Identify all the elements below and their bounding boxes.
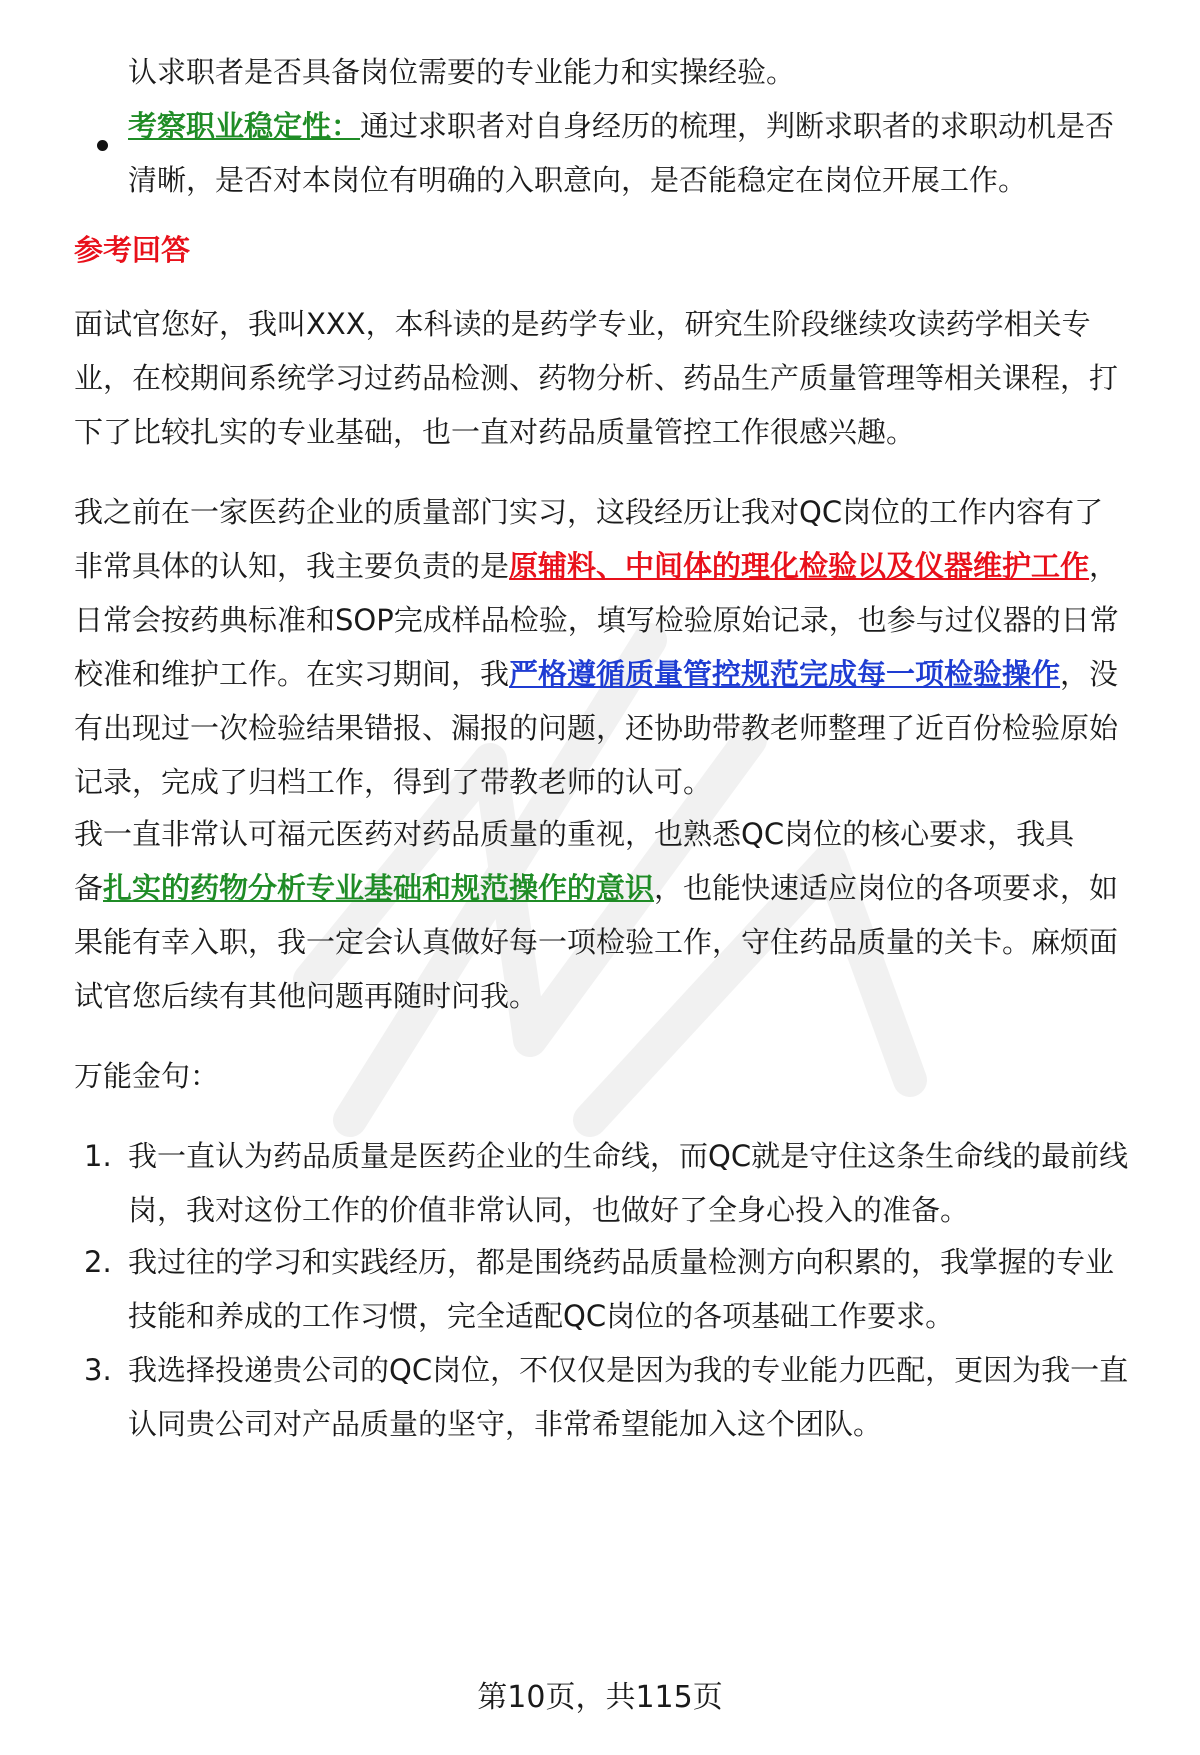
para2-line: 日常会按药典标准和SOP完成样品检验，填写检验原始记录，也参与过仪器的日常 [74,603,1119,637]
list-number: 1. [84,1139,112,1173]
list-item: 我选择投递贵公司的QC岗位，不仅仅是因为我的专业能力匹配，更因为我一直 [128,1353,1129,1387]
para1-line: 面试官您好，我叫XXX，本科读的是药学专业，研究生阶段继续攻读药学相关专 [74,307,1091,341]
para2-text: 非常具体的认知，我主要负责的是 [74,549,510,583]
list-item: 我过往的学习和实践经历，都是围绕药品质量检测方向积累的，我掌握的专业 [128,1245,1115,1279]
para3-line: 我一直非常认可福元医药对药品质量的重视，也熟悉QC岗位的核心要求，我具 [74,817,1075,851]
para3-text: ，也能快速适应岗位的各项要求，如 [654,871,1119,905]
para1-line: 下了比较扎实的专业基础，也一直对药品质量管控工作很感兴趣。 [74,415,916,449]
section-heading: 参考回答 [74,233,191,267]
para2-text: ， [1089,549,1119,583]
page-footer: 第10页，共115页 [477,1680,723,1715]
para2-line [74,657,1118,692]
list-item: 我一直认为药品质量是医药企业的生命线，而QC就是守住这条生命线的最前线 [128,1139,1129,1173]
bullet-item-stability [128,109,1114,144]
bullet-text-cont: 清晰，是否对本岗位有明确的入职意向，是否能稳定在岗位开展工作。 [128,163,1028,197]
highlight-compliance: 严格遵循质量管控规范完成每一项检验操作 [509,657,1061,691]
golden-title: 万能金句： [74,1059,220,1093]
para2-text: 校准和维护工作。在实习期间，我 [74,657,510,691]
para2-line: 有出现过一次检验结果错报、漏报的问题，还协助带教老师整理了近百份检验原始 [74,711,1119,745]
bullet-dot [97,140,108,151]
para3-text: 备 [74,871,104,905]
list-item-cont: 岗，我对这份工作的价值非常认同，也做好了全身心投入的准备。 [128,1193,970,1227]
para2-line: 记录，完成了归档工作，得到了带教老师的认可。 [74,765,713,799]
list-item-cont: 技能和养成的工作习惯，完全适配QC岗位的各项基础工作要求。 [128,1299,955,1333]
para3-line [74,871,1118,906]
highlight-duties: 原辅料、中间体的理化检验以及仪器维护工作 [509,549,1090,583]
para2-line [74,549,1118,584]
intro-line: 认求职者是否具备岗位需要的专业能力和实操经验。 [128,55,796,89]
bullet-text: 通过求职者对自身经历的梳理，判断求职者的求职动机是否 [360,109,1115,143]
bullet-label: 考察职业稳定性： [128,109,361,143]
para3-line: 果能有幸入职，我一定会认真做好每一项检验工作，守住药品质量的关卡。麻烦面 [74,925,1119,959]
para1-line: 业，在校期间系统学习过药品检测、药物分析、药品生产质量管理等相关课程，打 [74,361,1119,395]
para2-text: ，没 [1060,657,1119,691]
list-number: 3. [84,1353,112,1387]
highlight-foundation: 扎实的药物分析专业基础和规范操作的意识 [103,871,655,905]
list-item-cont: 认同贵公司对产品质量的坚守，非常希望能加入这个团队。 [128,1407,883,1441]
para3-line: 试官您后续有其他问题再随时问我。 [74,979,539,1013]
para2-line: 我之前在一家医药企业的质量部门实习，这段经历让我对QC岗位的工作内容有了 [74,495,1104,529]
list-number: 2. [84,1245,112,1279]
